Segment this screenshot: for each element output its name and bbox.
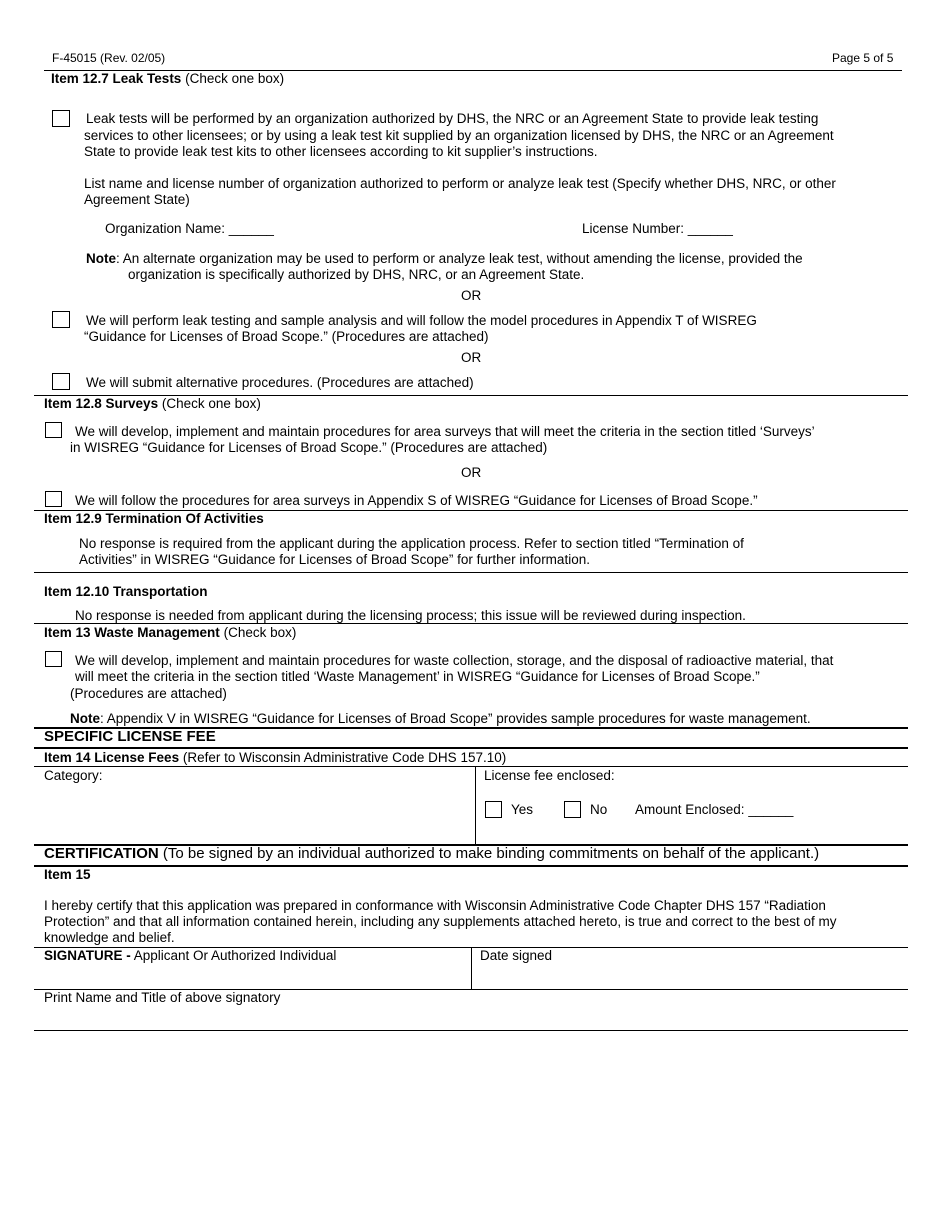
certification-heading-row	[44, 846, 819, 863]
certification-heading: CERTIFICATION	[44, 845, 159, 862]
amount-enclosed-field[interactable]: Amount Enclosed: ______	[635, 802, 794, 817]
certification-line1: I hereby certify that this application was prepared in conformance with Wisconsin Administrative Code Chapter DHS 157 “Radiation	[44, 898, 826, 913]
leak-test-alternative-procedures-checkbox[interactable]	[52, 373, 70, 390]
section-divider	[34, 747, 908, 749]
signature-label-bold: SIGNATURE -	[44, 948, 131, 963]
date-signed-field[interactable]: Date signed	[480, 948, 553, 963]
organization-name-field[interactable]: Organization Name: ______	[105, 221, 274, 236]
form-id: F-45015 (Rev. 02/05)	[52, 51, 166, 65]
fee-no-checkbox[interactable]	[564, 801, 581, 818]
item-12-10-title: Item 12.10 Transportation	[44, 584, 208, 599]
fee-yes-label: Yes	[511, 802, 534, 817]
surveys-option1-line2: in WISREG “Guidance for Licenses of Broad Scope.” (Procedures are attached)	[70, 440, 548, 455]
item-12-7-heading	[51, 71, 284, 88]
section-divider	[34, 1030, 908, 1031]
leak-note-label: Note	[86, 251, 116, 266]
item-12-8-instruction: (Check one box)	[161, 396, 261, 411]
signature-field[interactable]	[44, 948, 336, 965]
fee-enclosed-label: License fee enclosed:	[484, 768, 615, 783]
leak-option2-line1: We will perform leak testing and sample analysis and will follow the model procedures in Appendix T of WISREG	[86, 313, 757, 328]
item-13-title: Item 13 Waste Management	[44, 625, 220, 640]
item-14-reference: (Refer to Wisconsin Administrative Code DHS 157.10)	[182, 750, 507, 765]
item-15-title: Item 15	[44, 867, 91, 882]
section-divider	[34, 623, 908, 624]
fee-yes-checkbox[interactable]	[485, 801, 502, 818]
leak-note-line2: organization is specifically authorized by DHS, NRC, or an Agreement State.	[128, 267, 585, 282]
category-field[interactable]: Category:	[44, 768, 103, 783]
specific-license-fee-heading: SPECIFIC LICENSE FEE	[44, 728, 216, 745]
surveys-appendix-s-checkbox[interactable]	[45, 491, 62, 507]
termination-line1: No response is required from the applicant during the application process. Refer to section titled “Termination of	[79, 536, 744, 551]
leak-option1-line1: Leak tests will be performed by an organization authorized by DHS, the NRC or an Agreement State to provide leak testing	[86, 111, 819, 126]
leak-option1-line2: services to other licensees; or by using a leak test kit supplied by an organization licensed by DHS, the NRC or an Agreement	[84, 128, 834, 143]
license-number-field[interactable]: License Number: ______	[582, 221, 733, 236]
section-divider	[34, 766, 908, 767]
leak-test-own-procedures-checkbox[interactable]	[52, 311, 70, 328]
leak-option2-line2: “Guidance for Licenses of Broad Scope.” (Procedures are attached)	[84, 329, 489, 344]
leak-list-line1: List name and license number of organization authorized to perform or analyze leak test (Specify whether DHS, NRC, or other	[84, 176, 836, 191]
section-divider	[34, 865, 908, 867]
item-13-heading	[44, 625, 296, 642]
surveys-option2: We will follow the procedures for area surveys in Appendix S of WISREG “Guidance for Licenses of Broad Scope.”	[75, 493, 758, 508]
item-13-instruction: (Check box)	[223, 625, 297, 640]
surveys-option1-line1: We will develop, implement and maintain procedures for area surveys that will meet the criteria in the section titled ‘Surveys’	[75, 424, 815, 439]
or-separator: OR	[461, 465, 482, 480]
leak-note-line1	[86, 251, 803, 268]
transportation-line1: No response is needed from applicant during the licensing process; this issue will be reviewed during inspection.	[75, 608, 746, 623]
waste-note-label: Note	[70, 711, 100, 726]
waste-line3: (Procedures are attached)	[70, 686, 227, 701]
or-separator: OR	[461, 350, 482, 365]
section-divider	[34, 572, 908, 573]
item-14-title: Item 14 License Fees	[44, 750, 180, 765]
leak-note-text: : An alternate organization may be used to perform or analyze leak test, without amending the license, provided the	[116, 251, 803, 266]
waste-management-checkbox[interactable]	[45, 651, 62, 667]
item-12-7-instruction: (Check one box)	[185, 71, 285, 86]
or-separator: OR	[461, 288, 482, 303]
leak-option3: We will submit alternative procedures. (Procedures are attached)	[86, 375, 474, 390]
leak-list-line2: Agreement State)	[84, 192, 190, 207]
certification-heading-note: (To be signed by an individual authorized to make binding commitments on behalf of the applicant.)	[162, 845, 820, 862]
item-14-heading	[44, 750, 506, 767]
item-12-8-heading	[44, 396, 261, 413]
item-12-7-title: Item 12.7 Leak Tests	[51, 71, 182, 86]
fee-no-label: No	[590, 802, 608, 817]
item-12-8-title: Item 12.8 Surveys	[44, 396, 159, 411]
certification-line3: knowledge and belief.	[44, 930, 175, 945]
certification-line2: Protection” and that all information contained herein, including any supplements attached hereto, is true and correct to the best of my	[44, 914, 837, 929]
waste-note-text: : Appendix V in WISREG “Guidance for Licenses of Broad Scope” provides sample procedures for waste management.	[100, 711, 811, 726]
waste-line2: will meet the criteria in the section titled ‘Waste Management’ in WISREG “Guidance for Licenses of Broad Scope.”	[75, 669, 760, 684]
column-divider	[475, 766, 476, 844]
termination-line2: Activities” in WISREG “Guidance for Licenses of Broad Scope” for further information.	[79, 552, 590, 567]
column-divider	[471, 947, 472, 989]
waste-note	[70, 711, 811, 728]
item-12-9-title: Item 12.9 Termination Of Activities	[44, 511, 264, 526]
surveys-develop-procedures-checkbox[interactable]	[45, 422, 62, 438]
leak-test-authorized-org-checkbox[interactable]	[52, 110, 70, 127]
waste-line1: We will develop, implement and maintain procedures for waste collection, storage, and the disposal of radioactive material, that	[75, 653, 834, 668]
signature-label-rest: Applicant Or Authorized Individual	[130, 948, 337, 963]
print-name-field[interactable]: Print Name and Title of above signatory	[44, 990, 281, 1005]
page-number: Page 5 of 5	[832, 51, 894, 65]
leak-option1-line3: State to provide leak test kits to other licensees according to kit supplier’s instructions.	[84, 144, 598, 159]
